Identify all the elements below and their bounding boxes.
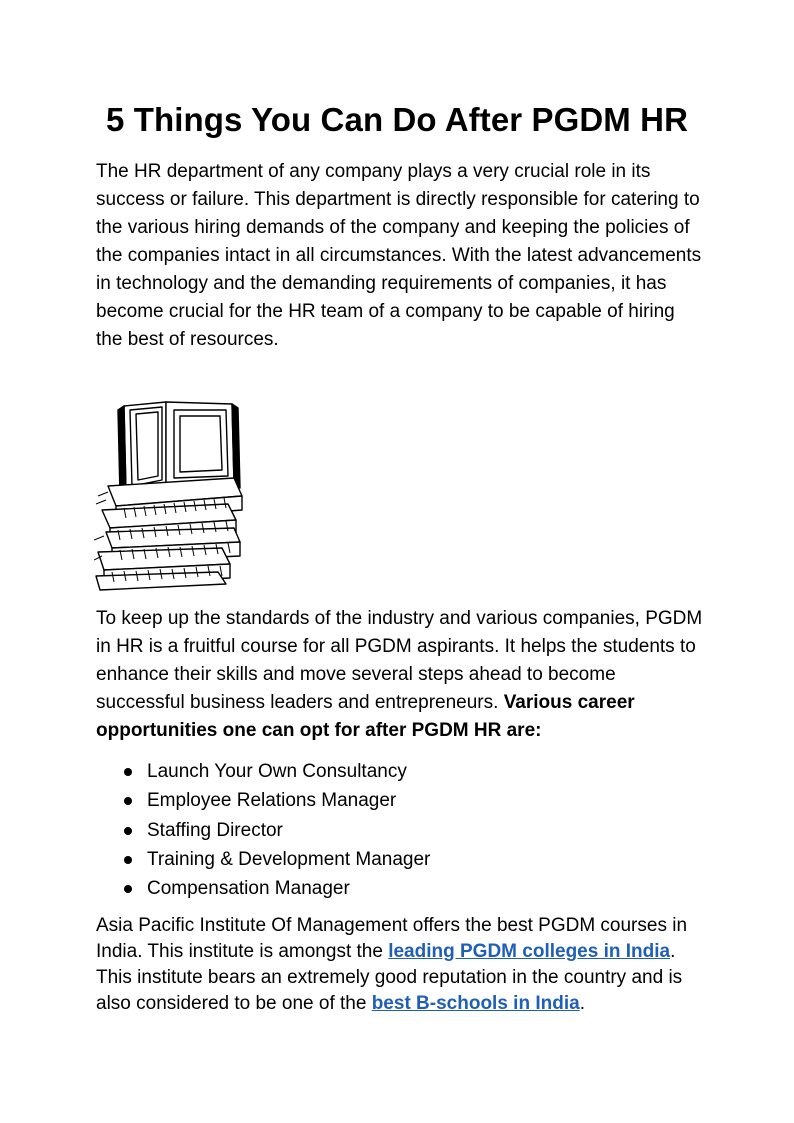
career-intro-bold: Various career opportunities one can opt for after PGDM HR are: xyxy=(96,692,635,741)
list-item-label: Staffing Director xyxy=(147,819,283,841)
bullet-icon xyxy=(124,797,132,805)
career-intro-text: To keep up the standards of the industry and various companies, PGDM in HR is a fruitful course for all PGDM aspirants. It helps the students to enhance their skills and move several steps ahead to become successful business leaders and entrepreneurs. xyxy=(96,608,703,713)
closing-text-1: Asia Pacific Institute Of Management offers the best PGDM courses in India. This institute is amongst the xyxy=(96,915,688,962)
list-item xyxy=(120,874,430,903)
bullet-icon xyxy=(124,885,132,893)
list-item xyxy=(120,757,430,786)
list-item xyxy=(120,845,430,874)
list-item-label: Compensation Manager xyxy=(147,878,350,900)
list-item-label: Training & Development Manager xyxy=(147,848,431,870)
page-title: 5 Things You Can Do After PGDM HR xyxy=(105,101,689,138)
intro-paragraph: The HR department of any company plays a very crucial role in its success or failure. This department is directly responsible for catering to the various hiring demands of the company and keeping the policies of the companies intact in all circumstances. With the latest advancements in technology and the demanding requirements of companies, it has become crucial for the HR team of a company to be capable of hiring the best of resources. xyxy=(96,161,702,350)
closing-text-2: . This institute bears an extremely good reputation in the country and is also considered to be one of the xyxy=(96,941,683,1014)
bullet-icon xyxy=(124,856,132,864)
closing-text-3: . xyxy=(579,993,585,1014)
career-intro-paragraph xyxy=(96,605,706,745)
leading-pgdm-colleges-link[interactable]: leading PGDM colleges in India xyxy=(388,941,671,962)
bullet-icon xyxy=(124,768,132,776)
stack-of-books-icon xyxy=(94,400,250,592)
career-list xyxy=(120,757,430,903)
bullet-icon xyxy=(124,827,132,835)
list-item xyxy=(120,786,430,815)
closing-paragraph xyxy=(96,913,706,1017)
list-item xyxy=(120,816,430,845)
list-item-label: Launch Your Own Consultancy xyxy=(147,761,407,782)
list-item-label: Employee Relations Manager xyxy=(147,790,397,812)
best-b-schools-link[interactable]: best B-schools in India xyxy=(371,993,580,1014)
